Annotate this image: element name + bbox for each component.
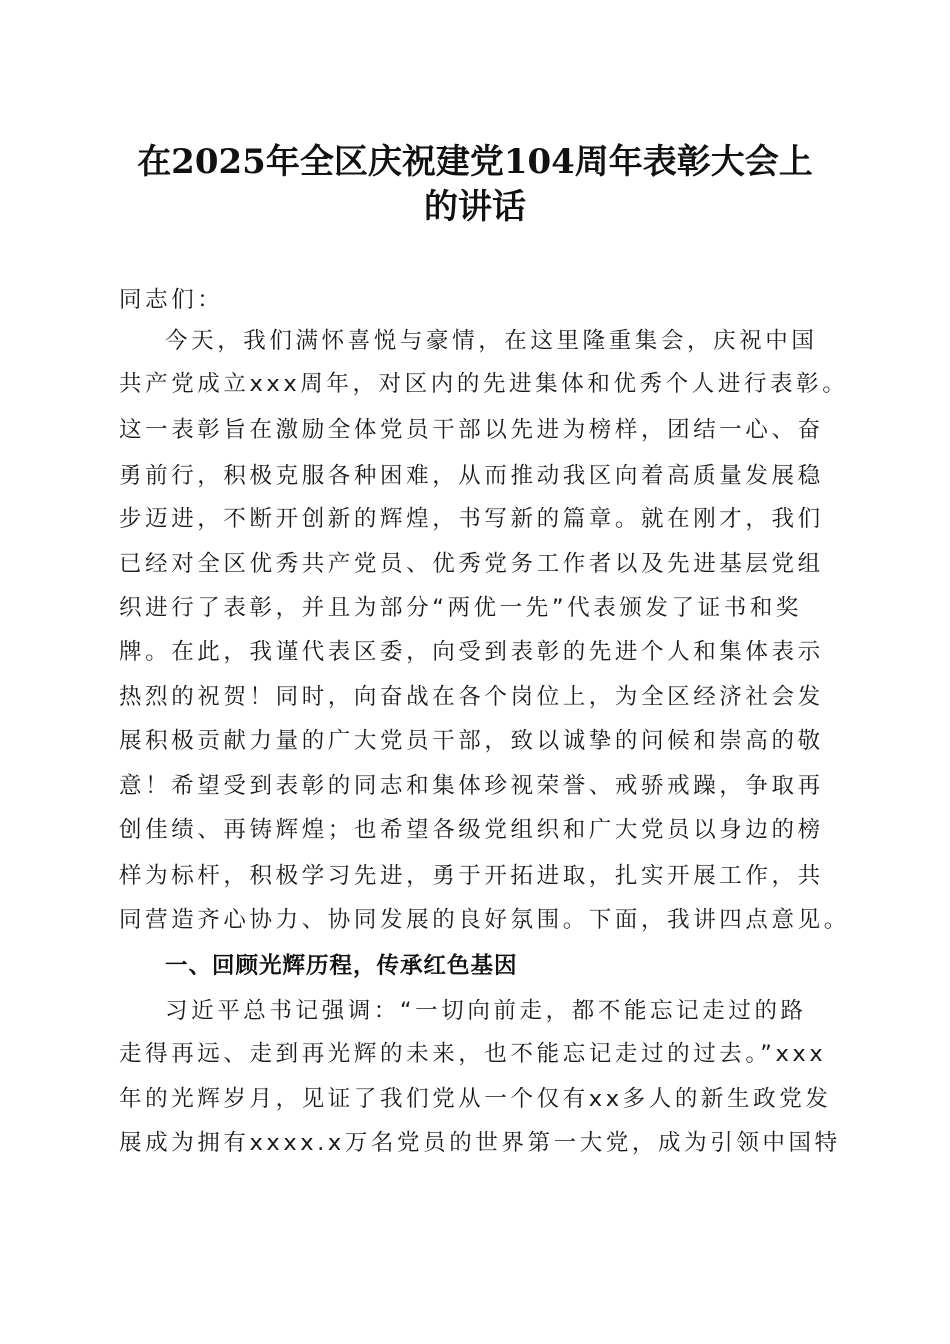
paragraph-1-line: 牌。在此，我谨代表区委，向受到表彰的先进个人和集体表示 [119, 639, 824, 665]
paragraph-1-line: 样为标杆，积极学习先进，勇于开拓进取，扎实开展工作，共 [119, 863, 824, 889]
paragraph-1-line: 勇前行，积极克服各种困难，从而推动我区向着高质量发展稳 [119, 463, 824, 489]
paragraph-2-line: 展成为拥有xxxx.x万名党员的世界第一大党，成为引领中国特 [119, 1130, 841, 1156]
paragraph-1-line: 今天，我们满怀喜悦与豪情，在这里隆重集会，庆祝中国 [165, 328, 818, 354]
paragraph-1-line: 共产党成立xxx周年，对区内的先进集体和优秀个人进行表彰。 [119, 371, 849, 397]
paragraph-1-line: 创佳绩、再铸辉煌；也希望各级党组织和广大党员以身边的榜 [119, 817, 824, 843]
paragraph-1-line: 展积极贡献力量的广大党员干部，致以诚挚的问候和崇高的敬 [119, 728, 824, 754]
paragraph-2-line: 年的光辉岁月，见证了我们党从一个仅有xx多人的新生政党发 [119, 1086, 832, 1112]
paragraph-2-line: 走得再远、走到再光辉的未来，也不能忘记走过的过去。”xxx [119, 1041, 827, 1067]
document-title-line-1: 在2025年全区庆祝建党104周年表彰大会上 [137, 142, 813, 182]
section-heading-1: 一、回顾光辉历程，传承红色基因 [165, 953, 518, 979]
paragraph-1-line: 同营造齐心协力、协同发展的良好氛围。下面，我讲四点意见。 [119, 907, 850, 933]
paragraph-1-line: 已经对全区优秀共产党员、优秀党务工作者以及先进基层党组 [119, 551, 824, 577]
paragraph-1-line: 这一表彰旨在激励全体党员干部以先进为榜样，团结一心、奋 [119, 417, 824, 443]
paragraph-1-line: 织进行了表彰，并且为部分“两优一先”代表颁发了证书和奖 [119, 595, 803, 621]
document-title-line-2: 的讲话 [424, 187, 526, 227]
paragraph-1-line: 步迈进，不断开创新的辉煌，书写新的篇章。就在刚才，我们 [119, 506, 824, 532]
paragraph-1-line: 热烈的祝贺！同时，向奋战在各个岗位上，为全区经济社会发 [119, 684, 824, 710]
paragraph-2-line: 习近平总书记强调：“一切向前走，都不能忘记走过的路 [165, 998, 807, 1024]
paragraph-1-line: 意！希望受到表彰的同志和集体珍视荣誉、戒骄戒躁，争取再 [119, 773, 824, 799]
salutation: 同志们： [119, 287, 224, 313]
